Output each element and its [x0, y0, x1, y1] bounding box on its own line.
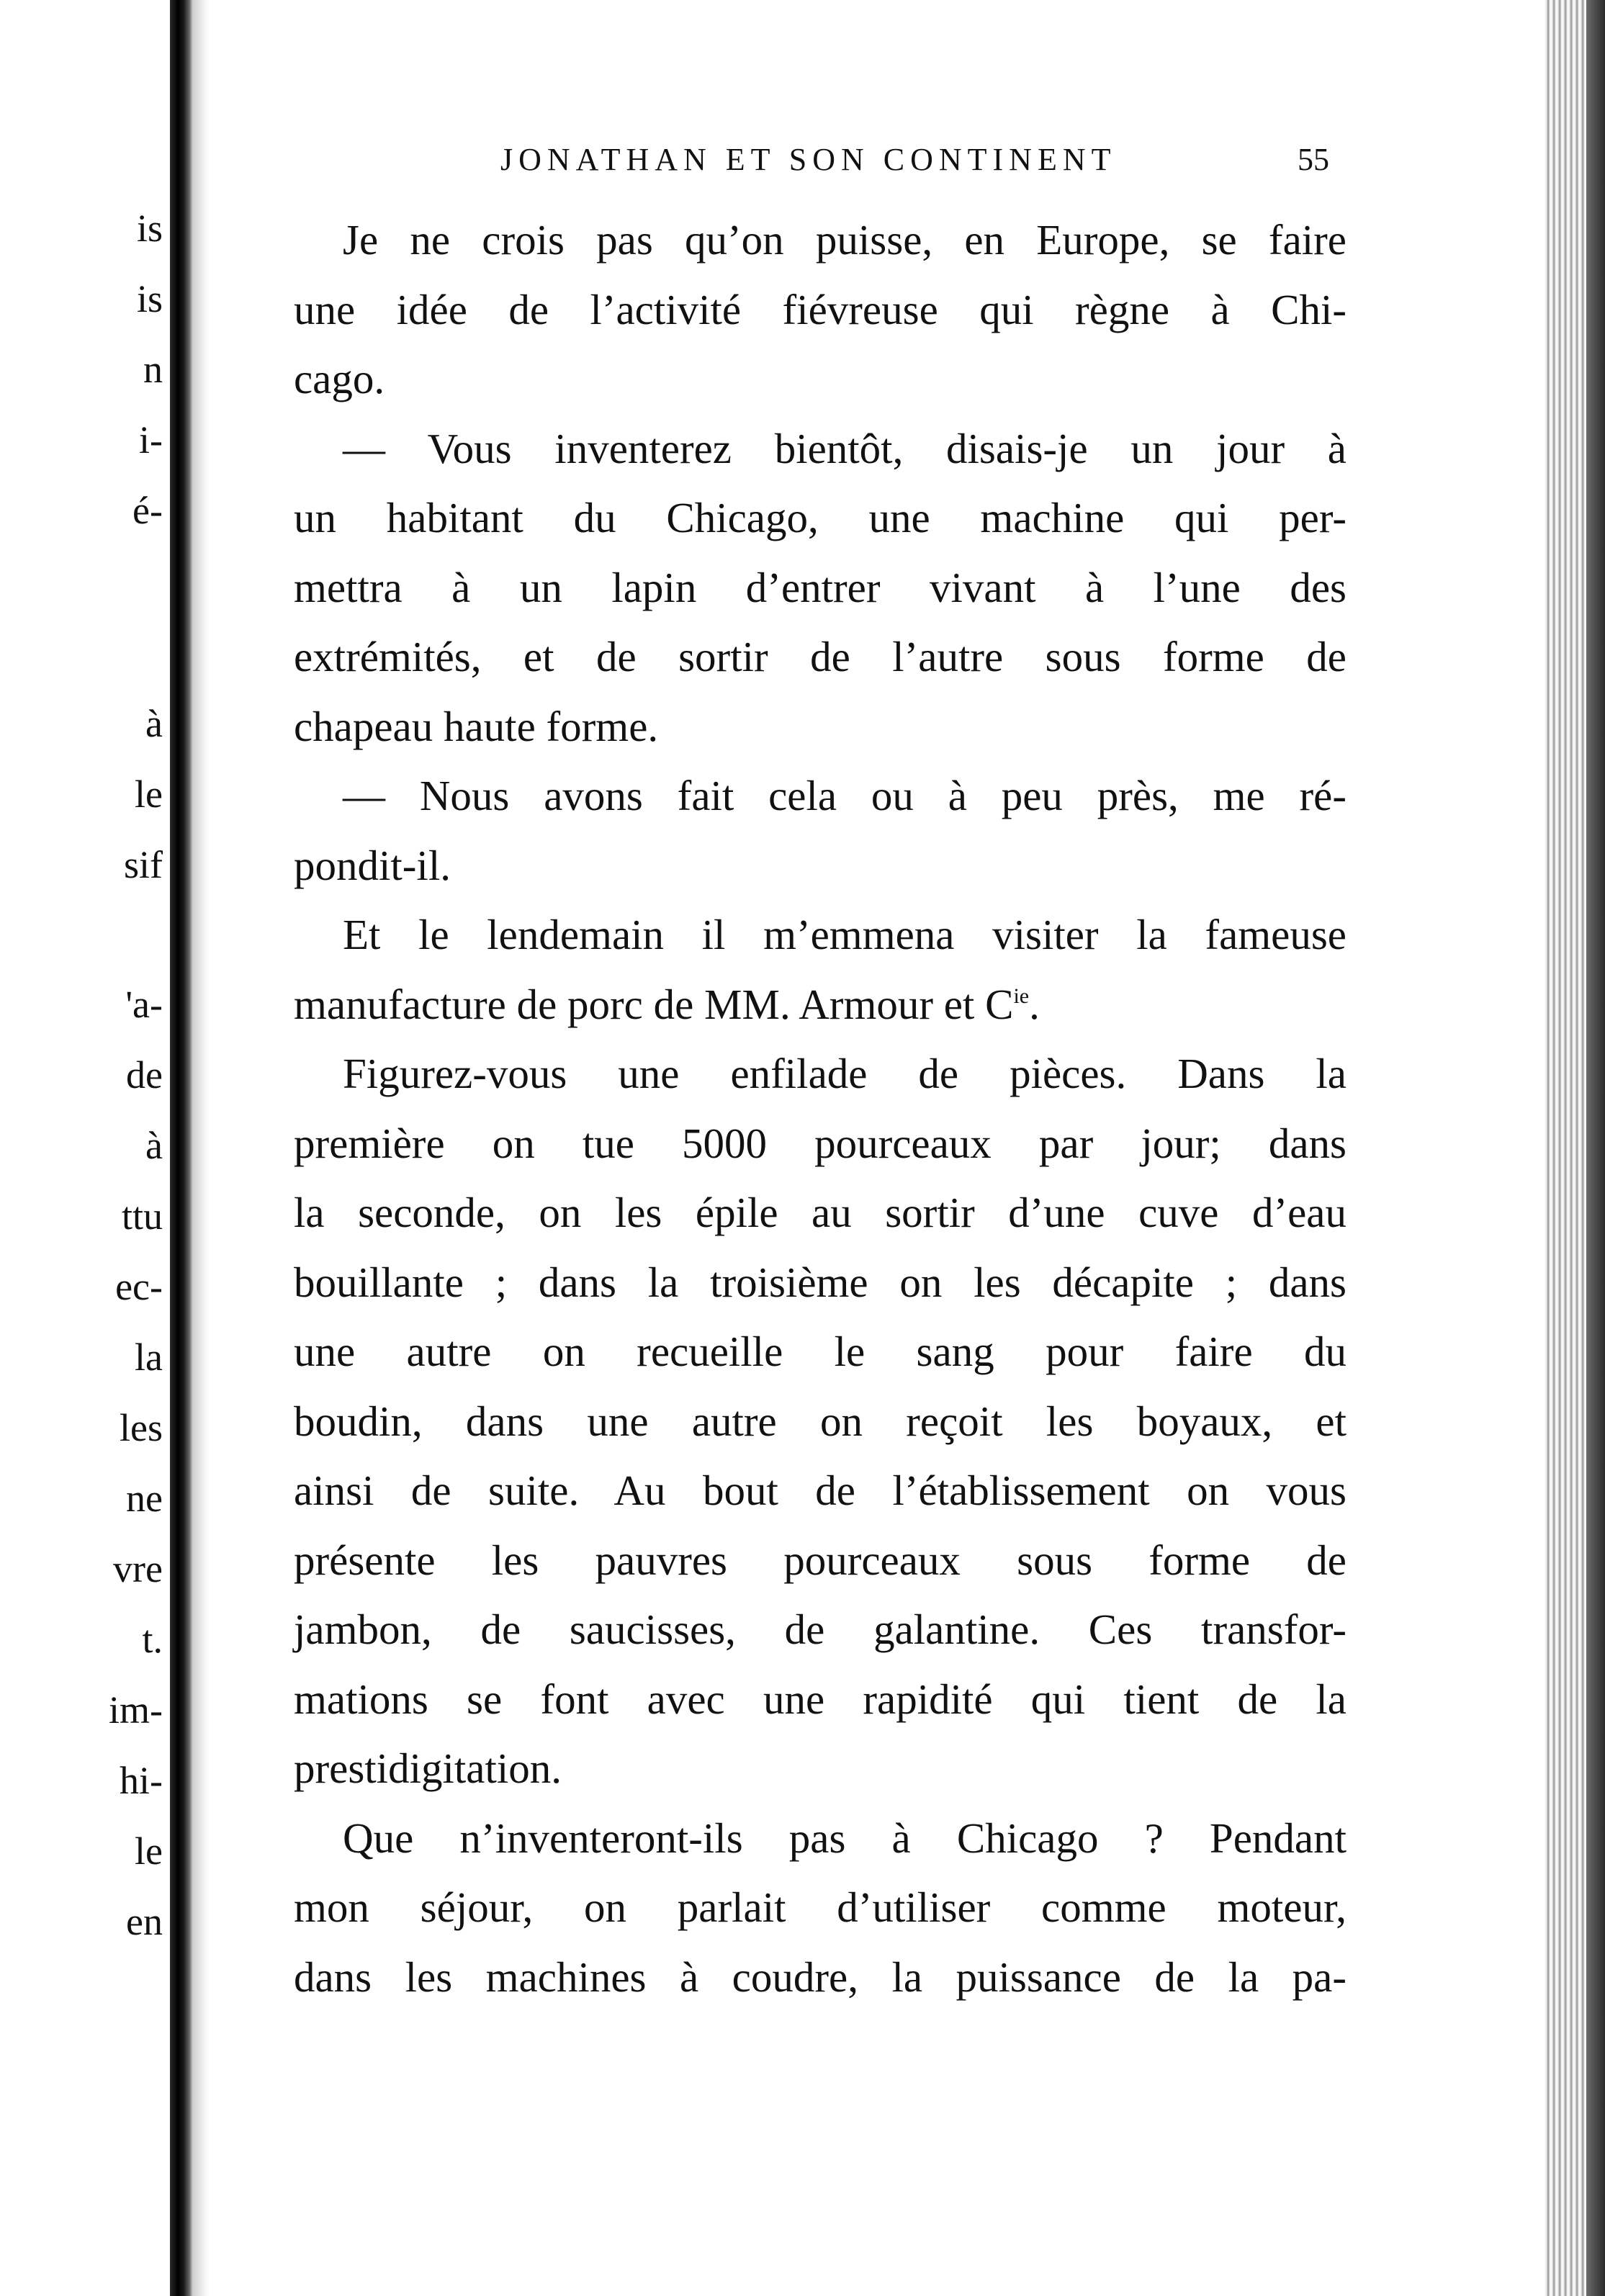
book-page: [209, 0, 1545, 2296]
left-page-fragment: ne: [126, 1477, 163, 1520]
left-page-fragment: ec-: [115, 1265, 163, 1308]
left-page-fragment: vre: [113, 1547, 163, 1590]
left-page-fragment: t.: [142, 1618, 163, 1661]
text-line: Que n’inventeront-ils pas à Chicago ? Pendant: [343, 1814, 1347, 1862]
left-page-fragment: la: [135, 1336, 163, 1379]
text-line: mon séjour, on parlait d’utiliser comme moteur,: [294, 1883, 1347, 1931]
left-page-fragment: le: [135, 1829, 163, 1873]
left-page-fragment: le: [135, 773, 163, 816]
text-line: extrémités, et de sortir de l’autre sous forme de: [294, 633, 1347, 680]
left-page-fragment: à: [145, 702, 163, 745]
text-line: un habitant du Chicago, une machine qui per-: [294, 494, 1347, 541]
text-line: présente les pauvres pourceaux sous forme de: [294, 1536, 1347, 1584]
page-number: 55: [1298, 142, 1329, 177]
left-page-fragment: en: [126, 1900, 163, 1943]
text-line: Et le lendemain il m’emmena visiter la fameuse: [343, 911, 1347, 958]
left-page-fragment: les: [120, 1406, 163, 1449]
left-page-fragment: is: [136, 277, 163, 320]
text-line: — Vous inventerez bientôt, disais-je un jour à: [343, 424, 1347, 472]
text-line: une idée de l’activité fiévreuse qui règne à Chi-: [294, 285, 1347, 333]
left-page-fragment: im-: [109, 1688, 163, 1732]
left-page-fragment: é-: [132, 489, 163, 532]
text-line: — Nous avons fait cela ou à peu près, me ré-: [343, 772, 1347, 819]
text-line: une autre on recueille le sang pour faire du: [294, 1328, 1347, 1375]
left-page-fragment: n: [143, 348, 163, 391]
text-line: la seconde, on les épile au sortir d’une cuve d’eau: [294, 1189, 1347, 1236]
text-line: chapeau haute forme.: [294, 702, 659, 750]
left-page-fragment: i-: [139, 418, 163, 462]
text-line: bouillante ; dans la troisième on les décapite ; dans: [294, 1258, 1347, 1306]
text-line: mations se font avec une rapidité qui tient de la: [294, 1675, 1347, 1723]
text-line: Figurez-vous une enfilade de pièces. Dans la: [343, 1050, 1347, 1097]
text-line: première on tue 5000 pourceaux par jour; dans: [294, 1119, 1347, 1167]
book-gutter: [170, 0, 193, 2296]
text-line: boudin, dans une autre on reçoit les boyaux, et: [294, 1397, 1347, 1445]
company-superscript: ie: [1013, 983, 1030, 1008]
left-page-fragment: sif: [124, 843, 163, 886]
armour-text: manufacture de porc de MM. Armour et C: [294, 980, 1014, 1028]
left-page-fragment: de: [126, 1053, 163, 1097]
armour-period: .: [1029, 980, 1040, 1028]
gutter-shadow: [193, 0, 209, 2296]
left-page-fragment: ttu: [121, 1194, 163, 1238]
text-line: Je ne crois pas qu’on puisse, en Europe, se faire: [343, 216, 1347, 264]
page-body: [294, 205, 1347, 2012]
text-line: pondit-il.: [294, 841, 451, 889]
text-line: jambon, de saucisses, de galantine. Ces transfor-: [294, 1606, 1347, 1653]
left-page-fragment: 'a-: [125, 983, 163, 1026]
left-page-fragment: is: [136, 207, 163, 250]
text-line: dans les machines à coudre, la puissance de la pa-: [294, 1953, 1347, 2001]
book-edge-shadow: [1586, 0, 1605, 2296]
text-line: ainsi de suite. Au bout de l’établissement on vous: [294, 1467, 1347, 1514]
text-line: cago.: [294, 355, 385, 402]
running-header: JONATHAN ET SON CONTINENT: [500, 142, 1117, 177]
text-line-armour: [294, 970, 1347, 1040]
left-page-fragment: hi-: [120, 1759, 163, 1802]
left-facing-page: [0, 0, 170, 2296]
left-page-fragment: à: [145, 1124, 163, 1167]
text-line: mettra à un lapin d’entrer vivant à l’une des: [294, 563, 1347, 611]
text-line: prestidigitation.: [294, 1744, 562, 1792]
